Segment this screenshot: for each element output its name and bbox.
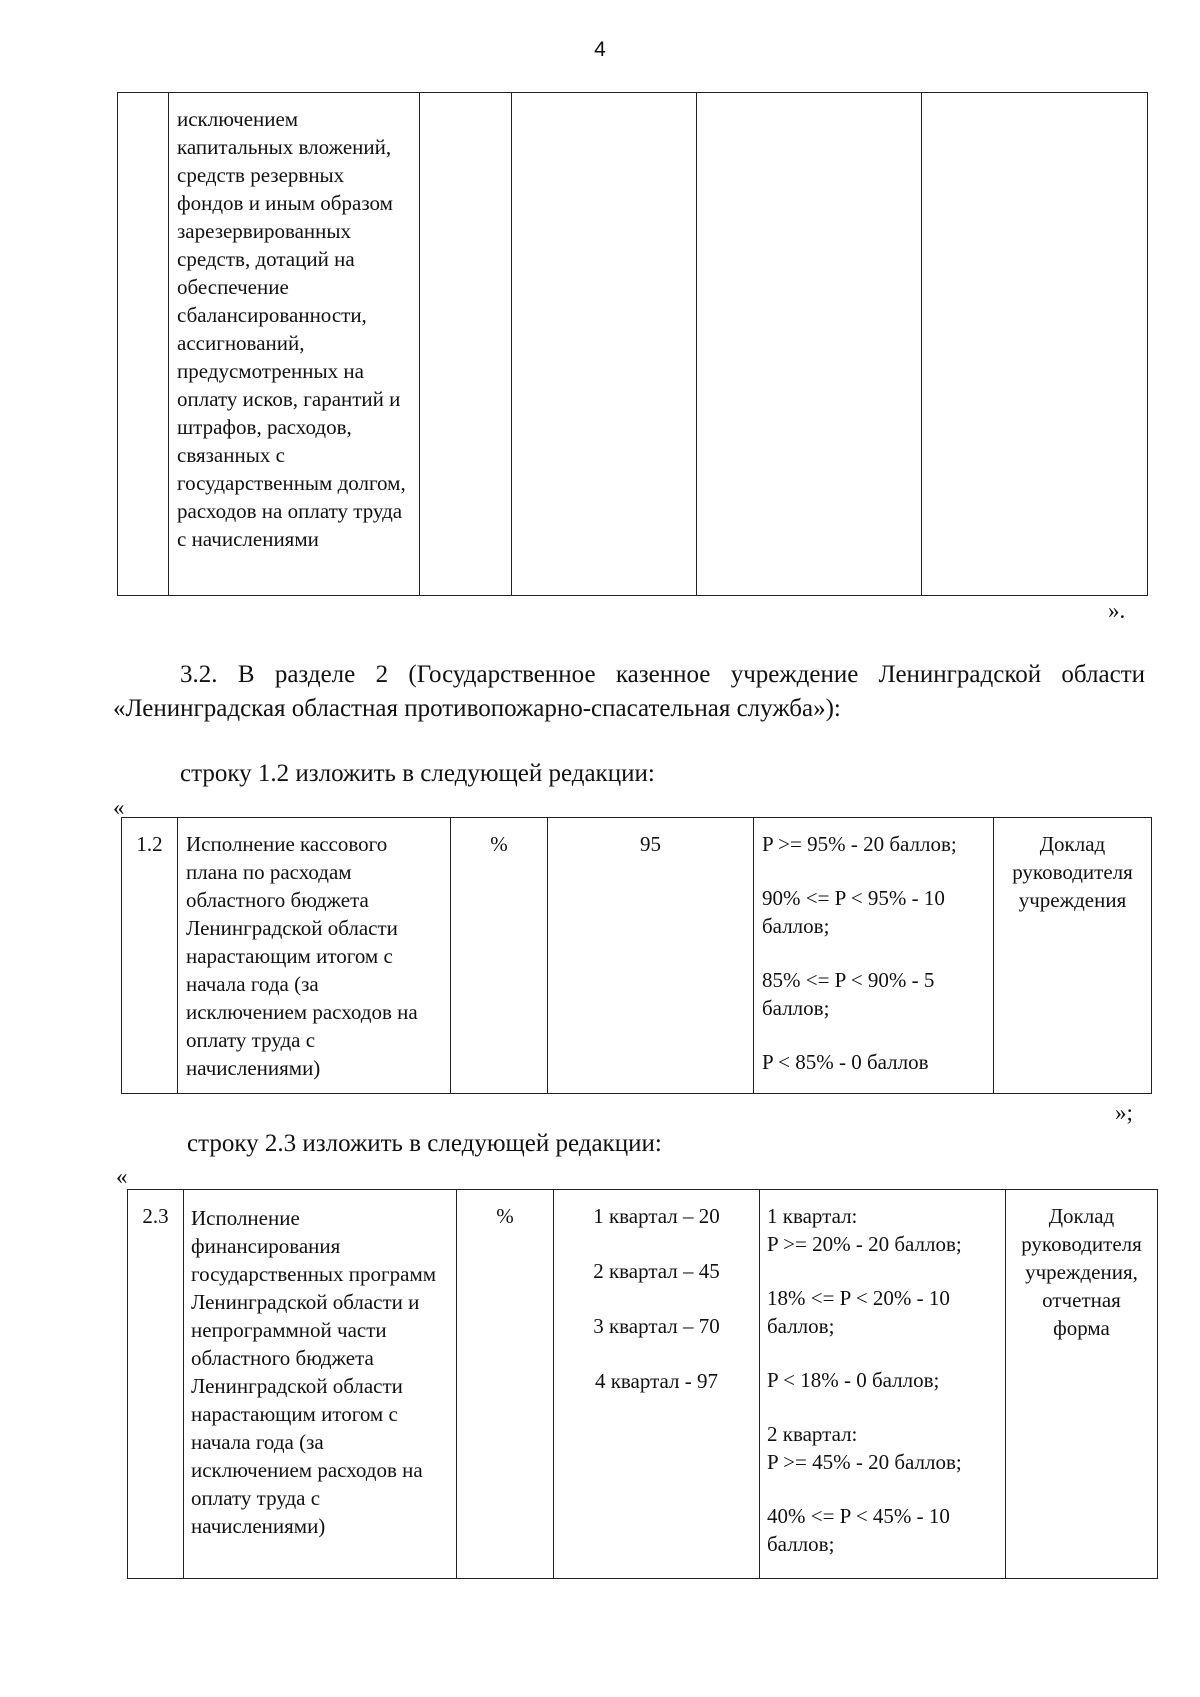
row-description: Исполнение финансирования государственных программ Ленинградской области и непрограммной части областного бюджета Ленинградской области нарастающим итогом с начала года (за исключением расходов на оплату труда с начислениями) [191,1206,437,1538]
target-list [554,1190,759,1395]
row-2-3-table [127,1189,1158,1579]
scoring-item: P >= 95% - 20 баллов; [762,832,957,856]
number-cell [122,818,178,1094]
source-cell [1006,1190,1158,1579]
page-number: 4 [594,38,606,61]
scoring-cell [697,93,922,596]
continuation-table [117,92,1148,596]
row-unit: % [496,1204,514,1228]
unit-cell [457,1190,554,1579]
row-number: 2.3 [142,1204,169,1228]
quarter-target: 1 квартал – 20 [593,1204,720,1228]
scoring-item: 40% <= P < 45% - 10 баллов; [767,1504,950,1556]
scoring-list [754,818,993,1076]
quarter-target: 4 квартал - 97 [594,1369,719,1393]
scoring-heading: 1 квартал: [767,1204,858,1228]
row-source: Доклад руководителя учреждения [1012,832,1133,912]
closing-quote: »; [1115,1100,1133,1125]
target-cell [548,818,754,1094]
scoring-heading: 2 квартал: [767,1422,858,1446]
source-cell [922,93,1148,596]
table-row [122,818,1152,1094]
scoring-item: P >= 45% - 20 баллов; [767,1450,962,1474]
row-description: Исполнение кассового плана по расходам областного бюджета Ленинградской области нарастающим итогом с начала года (за исключением расходов на оплату труда с начислениями) [186,832,418,1080]
scoring-item: P >= 20% - 20 баллов; [767,1232,962,1256]
description-cell [184,1190,457,1579]
scoring-item: P < 85% - 0 баллов [762,1050,929,1074]
table-row [128,1190,1158,1579]
number-cell [128,1190,184,1579]
unit-cell [420,93,512,596]
scoring-cell [760,1190,1006,1579]
target-cell [512,93,697,596]
row-target: 95 [640,832,661,856]
quarter-target: 3 квартал – 70 [593,1314,720,1338]
row-number: 1.2 [136,832,163,856]
scoring-list [760,1190,1005,1558]
number-cell [118,93,169,596]
description-cell [178,818,451,1094]
section-paragraph: 3.2. В разделе 2 (Государственное казенное учреждение Ленинградской области «Ленинградская областная противопожарно-спасательная служба»): [113,661,1145,722]
closing-quote: ». [1108,598,1126,623]
row-unit: % [490,832,508,856]
scoring-cell [754,818,994,1094]
scoring-item: 90% <= P < 95% - 10 баллов; [762,886,945,938]
opening-quote: « [113,795,125,820]
instruction-row-2-3: строку 2.3 изложить в следующей редакции: [187,1130,662,1157]
target-cell [554,1190,760,1579]
scoring-item: P < 18% - 0 баллов; [767,1368,940,1392]
source-cell [994,818,1152,1094]
instruction-row-1-2: строку 1.2 изложить в следующей редакции: [180,760,655,787]
row-source: Доклад руководителя учреждения, отчетная форма [1021,1204,1142,1340]
table-row [118,93,1148,596]
unit-cell [451,818,548,1094]
scoring-item: 18% <= P < 20% - 10 баллов; [767,1286,950,1338]
continuation-description: исключением капитальных вложений, средств резервных фондов и иным образом зарезервированных средств, дотаций на обеспечение сбалансированности, ассигнований, предусмотренных на оплату исков, гарантий и штрафов, расходов, связанных с государственным долгом, расходов на оплату труда с начислениями [177,107,406,551]
quarter-target: 2 квартал – 45 [593,1259,720,1283]
scoring-item: 85% <= P < 90% - 5 баллов; [762,968,935,1020]
row-1-2-table [121,817,1152,1094]
description-cell [169,93,420,596]
opening-quote: « [116,1164,128,1189]
